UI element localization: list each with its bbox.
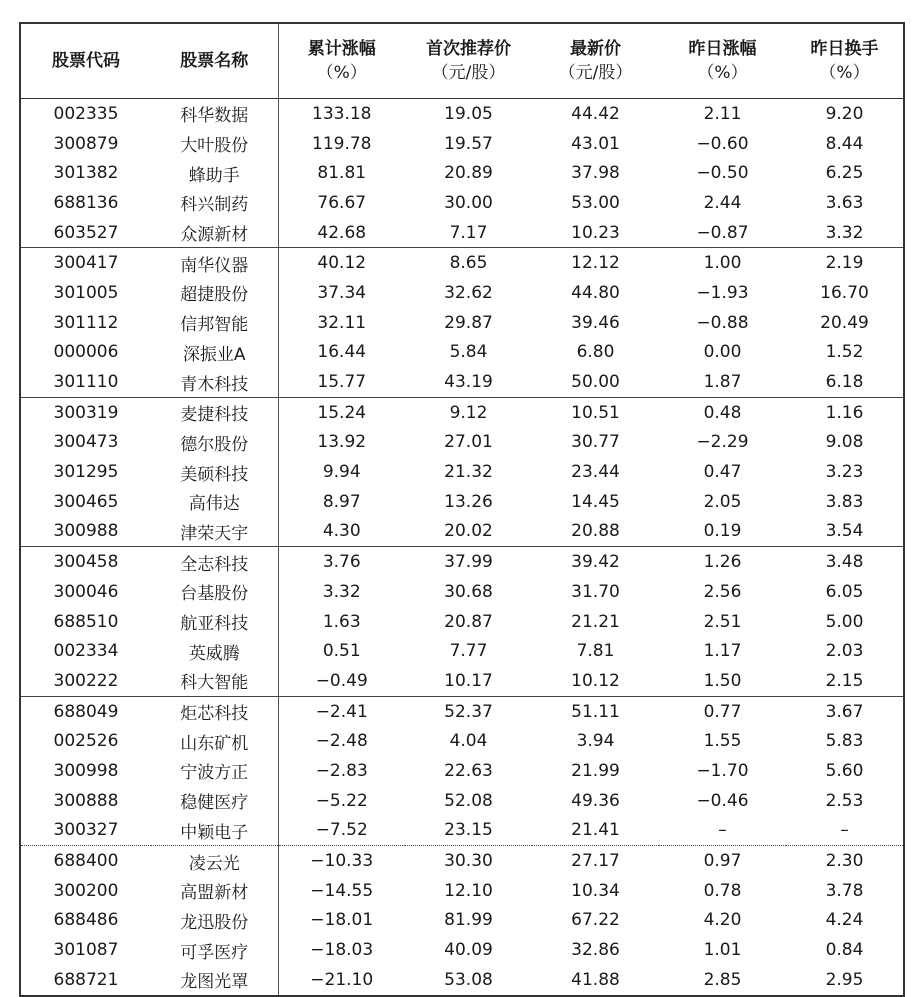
cell-latest-price: 21.99	[571, 760, 620, 781]
cell-cumulative-gain: 1.63	[278, 607, 405, 637]
cell-stock-name: 山东矿机	[180, 733, 249, 754]
cell-stock-code: 688510	[53, 611, 119, 632]
cell-cumulative-gain: −14.55	[278, 876, 405, 906]
cell-cumulative-gain: 119.78	[278, 129, 405, 159]
cell-stock-code: 300465	[53, 491, 119, 512]
cell-stock-code: 688486	[53, 910, 119, 931]
cell-yesterday-turnover: 2.30	[825, 851, 864, 872]
cell-yesterday-turnover: 2.53	[825, 790, 864, 811]
cell-yesterday-gain: 0.48	[703, 402, 742, 423]
cell-stock-code: 300319	[53, 402, 119, 423]
cell-stock-code: 002526	[53, 731, 119, 752]
table-row	[20, 367, 904, 397]
cell-yesterday-gain: 2.05	[703, 491, 742, 512]
cell-yesterday-turnover: 3.32	[786, 218, 904, 248]
cell-first-recommend-price: 22.63	[444, 760, 493, 781]
cell-yesterday-gain: 4.20	[703, 910, 742, 931]
cell-latest-price: 20.88	[532, 517, 659, 547]
table-row	[20, 99, 904, 129]
cell-stock-code: 300879	[53, 133, 119, 154]
table-row	[20, 696, 904, 726]
cell-latest-price: 49.36	[571, 790, 620, 811]
cell-yesterday-gain: −0.50	[696, 163, 749, 184]
cell-cumulative-gain: 4.30	[278, 517, 405, 547]
cell-stock-code: 300222	[20, 666, 151, 696]
cell-stock-name: 凌云光	[188, 853, 240, 874]
table-row	[20, 457, 904, 487]
cell-stock-name: 青木科技	[151, 367, 278, 397]
cell-latest-price: 32.86	[571, 940, 620, 961]
cell-first-recommend-price: 40.09	[444, 940, 493, 961]
cell-latest-price: 30.77	[571, 432, 620, 453]
cell-yesterday-gain: 1.26	[703, 552, 742, 573]
cell-latest-price: 44.42	[571, 103, 620, 124]
cell-stock-name: 可孚医疗	[180, 942, 249, 963]
table-row	[20, 547, 904, 577]
cell-cumulative-gain: −2.83	[278, 756, 405, 786]
cell-stock-code: 300458	[53, 552, 119, 573]
cell-cumulative-gain: 3.76	[278, 547, 405, 577]
cell-yesterday-gain: 2.85	[703, 969, 742, 990]
cell-stock-name: 高盟新材	[180, 883, 249, 904]
cell-latest-price: 3.94	[576, 731, 615, 752]
cell-cumulative-gain: 40.12	[278, 248, 405, 278]
cell-yesterday-gain: 0.77	[703, 701, 742, 722]
cell-yesterday-turnover: 2.19	[825, 253, 864, 274]
cell-stock-code: 301295	[53, 462, 119, 483]
cell-yesterday-gain: 2.11	[703, 103, 742, 124]
cell-yesterday-turnover: 4.24	[825, 910, 864, 931]
table-row	[20, 756, 904, 786]
cell-yesterday-gain: −0.46	[696, 790, 749, 811]
cell-yesterday-gain: 2.56	[703, 581, 742, 602]
cell-first-recommend-price: 20.02	[405, 517, 532, 547]
cell-stock-name: 龙迅股份	[180, 912, 249, 933]
cell-stock-code: 300988	[20, 517, 151, 547]
cell-stock-code: 688721	[53, 969, 119, 990]
cell-latest-price: 27.17	[571, 851, 620, 872]
cell-stock-name: 科华数据	[180, 106, 249, 127]
cell-yesterday-gain: –	[659, 816, 786, 846]
table-body	[20, 99, 904, 996]
cell-yesterday-gain: 0.00	[703, 342, 742, 363]
cell-yesterday-gain: 2.44	[703, 192, 742, 213]
cell-latest-price: 37.98	[571, 163, 620, 184]
table-row	[20, 935, 904, 965]
cell-stock-code: 301087	[53, 940, 119, 961]
table-row	[20, 607, 904, 637]
table-row	[20, 188, 904, 218]
cell-stock-name: 德尔股份	[180, 434, 249, 455]
cell-stock-code: 300200	[53, 880, 119, 901]
cell-stock-name: 超捷股份	[180, 285, 249, 306]
cell-cumulative-gain: 15.77	[278, 367, 405, 397]
cell-yesterday-gain: 1.50	[659, 666, 786, 696]
cell-yesterday-gain: 1.87	[659, 367, 786, 397]
table-row	[20, 308, 904, 338]
table-row	[20, 428, 904, 458]
header-row	[20, 23, 904, 99]
cell-stock-code: 000006	[53, 342, 119, 363]
cell-stock-code: 300327	[20, 816, 151, 846]
cell-first-recommend-price: 32.62	[444, 282, 493, 303]
header-first-recommend-price: 首次推荐价 （元/股）	[405, 23, 532, 99]
cell-first-recommend-price: 30.00	[444, 192, 493, 213]
cell-latest-price: 10.51	[571, 402, 620, 423]
cell-yesterday-turnover: 6.25	[825, 163, 864, 184]
cell-yesterday-turnover: 1.52	[825, 342, 864, 363]
cell-yesterday-gain: 1.17	[703, 641, 742, 662]
cell-stock-name: 稳健医疗	[180, 793, 249, 814]
cell-latest-price: 7.81	[576, 641, 615, 662]
cell-stock-code: 002334	[53, 641, 119, 662]
cell-first-recommend-price: 52.37	[444, 701, 493, 722]
cell-cumulative-gain: 8.97	[278, 487, 405, 517]
cell-yesterday-gain: 1.00	[703, 253, 742, 274]
cell-yesterday-gain: −1.70	[696, 760, 749, 781]
cell-latest-price: 67.22	[571, 910, 620, 931]
cell-first-recommend-price: 30.68	[444, 581, 493, 602]
cell-latest-price: 21.21	[571, 611, 620, 632]
cell-first-recommend-price: 53.08	[444, 969, 493, 990]
cell-cumulative-gain: 76.67	[278, 188, 405, 218]
cell-yesterday-turnover: 3.83	[825, 491, 864, 512]
cell-cumulative-gain: 37.34	[278, 278, 405, 308]
cell-stock-name: 众源新材	[151, 218, 278, 248]
cell-cumulative-gain: 42.68	[278, 218, 405, 248]
cell-latest-price: 10.23	[532, 218, 659, 248]
table-row	[20, 517, 904, 547]
cell-latest-price: 10.34	[571, 880, 620, 901]
cell-first-recommend-price: 20.87	[444, 611, 493, 632]
cell-latest-price: 10.12	[532, 666, 659, 696]
cell-stock-name: 台基股份	[180, 584, 249, 605]
table-row	[20, 876, 904, 906]
header-yesterday-gain: 昨日涨幅 （%）	[659, 23, 786, 99]
table-row	[20, 846, 904, 876]
cell-yesterday-turnover: 6.05	[825, 581, 864, 602]
cell-yesterday-turnover: 5.83	[825, 731, 864, 752]
cell-stock-code: 300888	[53, 790, 119, 811]
cell-first-recommend-price: 19.57	[444, 133, 493, 154]
cell-first-recommend-price: 29.87	[444, 312, 493, 333]
cell-cumulative-gain: 81.81	[278, 158, 405, 188]
cell-stock-code: 688400	[53, 851, 119, 872]
table-row	[20, 248, 904, 278]
cell-latest-price: 6.80	[576, 342, 615, 363]
cell-cumulative-gain: −21.10	[278, 965, 405, 996]
cell-first-recommend-price: 30.30	[444, 851, 493, 872]
cell-latest-price: 31.70	[571, 581, 620, 602]
cell-latest-price: 23.44	[571, 462, 620, 483]
cell-latest-price: 50.00	[532, 367, 659, 397]
cell-stock-code: 688136	[53, 192, 119, 213]
cell-latest-price: 12.12	[571, 253, 620, 274]
stock-table-container	[19, 22, 903, 997]
cell-cumulative-gain: −7.52	[278, 816, 405, 846]
cell-first-recommend-price: 19.05	[444, 103, 493, 124]
table-row	[20, 666, 904, 696]
cell-first-recommend-price: 13.26	[444, 491, 493, 512]
cell-latest-price: 21.41	[532, 816, 659, 846]
cell-yesterday-turnover: 9.20	[825, 103, 864, 124]
cell-cumulative-gain: 32.11	[278, 308, 405, 338]
cell-first-recommend-price: 52.08	[444, 790, 493, 811]
cell-yesterday-turnover: 6.18	[786, 367, 904, 397]
cell-latest-price: 39.42	[571, 552, 620, 573]
table-row	[20, 786, 904, 816]
cell-yesterday-gain: 1.55	[703, 731, 742, 752]
cell-stock-name: 麦捷科技	[180, 405, 249, 426]
cell-first-recommend-price: 43.19	[405, 367, 532, 397]
cell-yesterday-turnover: 8.44	[825, 133, 864, 154]
cell-stock-name: 深振业A	[182, 344, 246, 365]
cell-stock-name: 英威腾	[188, 643, 240, 664]
table-row	[20, 965, 904, 996]
cell-yesterday-turnover: 3.67	[825, 701, 864, 722]
cell-yesterday-gain: 2.51	[703, 611, 742, 632]
cell-cumulative-gain: 15.24	[278, 397, 405, 427]
cell-yesterday-gain: 0.97	[703, 851, 742, 872]
cell-stock-code: 301005	[53, 282, 119, 303]
cell-yesterday-turnover: 2.95	[825, 969, 864, 990]
cell-cumulative-gain: 13.92	[278, 428, 405, 458]
cell-yesterday-gain: 1.01	[703, 940, 742, 961]
table-row	[20, 158, 904, 188]
cell-stock-name: 南华仪器	[180, 255, 249, 276]
table-row	[20, 816, 904, 846]
cell-yesterday-turnover: 5.60	[825, 760, 864, 781]
cell-yesterday-turnover: 3.54	[786, 517, 904, 547]
cell-yesterday-gain: 0.19	[659, 517, 786, 547]
cell-first-recommend-price: 12.10	[444, 880, 493, 901]
cell-yesterday-turnover: 1.16	[825, 402, 864, 423]
cell-cumulative-gain: 0.51	[278, 636, 405, 666]
cell-stock-name: 宁波方正	[180, 763, 249, 784]
cell-first-recommend-price: 5.84	[449, 342, 488, 363]
table-row	[20, 278, 904, 308]
table-row	[20, 577, 904, 607]
cell-stock-name: 中颖电子	[151, 816, 278, 846]
cell-yesterday-turnover: 3.23	[825, 462, 864, 483]
table-row	[20, 397, 904, 427]
cell-yesterday-turnover: 5.00	[825, 611, 864, 632]
cell-stock-name: 科兴制药	[180, 195, 249, 216]
cell-stock-name: 津荣天宇	[151, 517, 278, 547]
cell-latest-price: 14.45	[571, 491, 620, 512]
cell-latest-price: 43.01	[571, 133, 620, 154]
cell-first-recommend-price: 27.01	[444, 432, 493, 453]
cell-cumulative-gain: −18.01	[278, 906, 405, 936]
cell-yesterday-turnover: 9.08	[825, 432, 864, 453]
cell-first-recommend-price: 7.17	[405, 218, 532, 248]
cell-stock-code: 300046	[53, 581, 119, 602]
cell-cumulative-gain: −10.33	[278, 846, 405, 876]
cell-cumulative-gain: −18.03	[278, 935, 405, 965]
cell-yesterday-gain: 0.47	[703, 462, 742, 483]
cell-yesterday-gain: −0.87	[659, 218, 786, 248]
cell-stock-name: 大叶股份	[180, 136, 249, 157]
cell-cumulative-gain: −2.48	[278, 726, 405, 756]
cell-first-recommend-price: 4.04	[449, 731, 488, 752]
cell-stock-name: 全志科技	[180, 554, 249, 575]
cell-yesterday-gain: −1.93	[696, 282, 749, 303]
cell-latest-price: 39.46	[571, 312, 620, 333]
cell-cumulative-gain: 16.44	[278, 338, 405, 368]
cell-stock-name: 龙图光罩	[180, 972, 249, 993]
table-row	[20, 636, 904, 666]
cell-yesterday-turnover: 3.78	[825, 880, 864, 901]
cell-yesterday-gain: −0.88	[696, 312, 749, 333]
table-row	[20, 218, 904, 248]
cell-cumulative-gain: −0.49	[278, 666, 405, 696]
cell-cumulative-gain: 9.94	[278, 457, 405, 487]
cell-stock-name: 蜂助手	[188, 165, 240, 186]
cell-stock-code: 300417	[53, 253, 119, 274]
cell-yesterday-gain: −2.29	[696, 432, 749, 453]
cell-yesterday-turnover: 3.63	[825, 192, 864, 213]
cell-stock-name: 美硕科技	[180, 464, 249, 485]
header-cumulative-gain: 累计涨幅 （%）	[278, 23, 405, 99]
cell-stock-code: 300473	[53, 432, 119, 453]
cell-latest-price: 44.80	[571, 282, 620, 303]
cell-stock-code: 301110	[20, 367, 151, 397]
cell-first-recommend-price: 81.99	[444, 910, 493, 931]
cell-first-recommend-price: 23.15	[405, 816, 532, 846]
cell-stock-code: 301112	[53, 312, 119, 333]
stock-recommendation-table	[19, 22, 905, 997]
cell-stock-code: 301382	[53, 163, 119, 184]
cell-stock-code: 002335	[53, 103, 119, 124]
cell-latest-price: 41.88	[571, 969, 620, 990]
cell-yesterday-gain: −0.60	[696, 133, 749, 154]
cell-stock-code: 603527	[20, 218, 151, 248]
cell-yesterday-gain: 0.78	[703, 880, 742, 901]
header-yesterday-turnover: 昨日换手 （%）	[786, 23, 904, 99]
cell-first-recommend-price: 8.65	[449, 253, 488, 274]
table-row	[20, 906, 904, 936]
table-row	[20, 487, 904, 517]
cell-cumulative-gain: 3.32	[278, 577, 405, 607]
cell-stock-name: 高伟达	[188, 494, 240, 515]
cell-stock-code: 688049	[53, 701, 119, 722]
cell-stock-name: 炬芯科技	[180, 704, 249, 725]
cell-yesterday-turnover: 16.70	[820, 282, 869, 303]
cell-yesterday-turnover: 2.03	[825, 641, 864, 662]
cell-cumulative-gain: 133.18	[278, 99, 405, 129]
cell-yesterday-turnover: 3.48	[825, 552, 864, 573]
cell-cumulative-gain: −2.41	[278, 696, 405, 726]
table-row	[20, 338, 904, 368]
cell-stock-name: 科大智能	[151, 666, 278, 696]
cell-stock-name: 航亚科技	[180, 614, 249, 635]
cell-latest-price: 53.00	[571, 192, 620, 213]
header-stock-code: 股票代码	[20, 23, 151, 99]
cell-stock-code: 300998	[53, 760, 119, 781]
cell-first-recommend-price: 37.99	[444, 552, 493, 573]
cell-stock-name: 信邦智能	[180, 315, 249, 336]
cell-latest-price: 51.11	[571, 701, 620, 722]
header-latest-price: 最新价 （元/股）	[532, 23, 659, 99]
cell-yesterday-turnover: 0.84	[825, 940, 864, 961]
header-stock-name: 股票名称	[151, 23, 278, 99]
cell-first-recommend-price: 20.89	[444, 163, 493, 184]
cell-first-recommend-price: 21.32	[444, 462, 493, 483]
cell-yesterday-turnover: 2.15	[786, 666, 904, 696]
table-row	[20, 726, 904, 756]
table-row	[20, 129, 904, 159]
cell-yesterday-turnover: –	[786, 816, 904, 846]
cell-first-recommend-price: 10.17	[405, 666, 532, 696]
cell-first-recommend-price: 9.12	[449, 402, 488, 423]
cell-yesterday-turnover: 20.49	[820, 312, 869, 333]
cell-cumulative-gain: −5.22	[278, 786, 405, 816]
cell-first-recommend-price: 7.77	[449, 641, 488, 662]
